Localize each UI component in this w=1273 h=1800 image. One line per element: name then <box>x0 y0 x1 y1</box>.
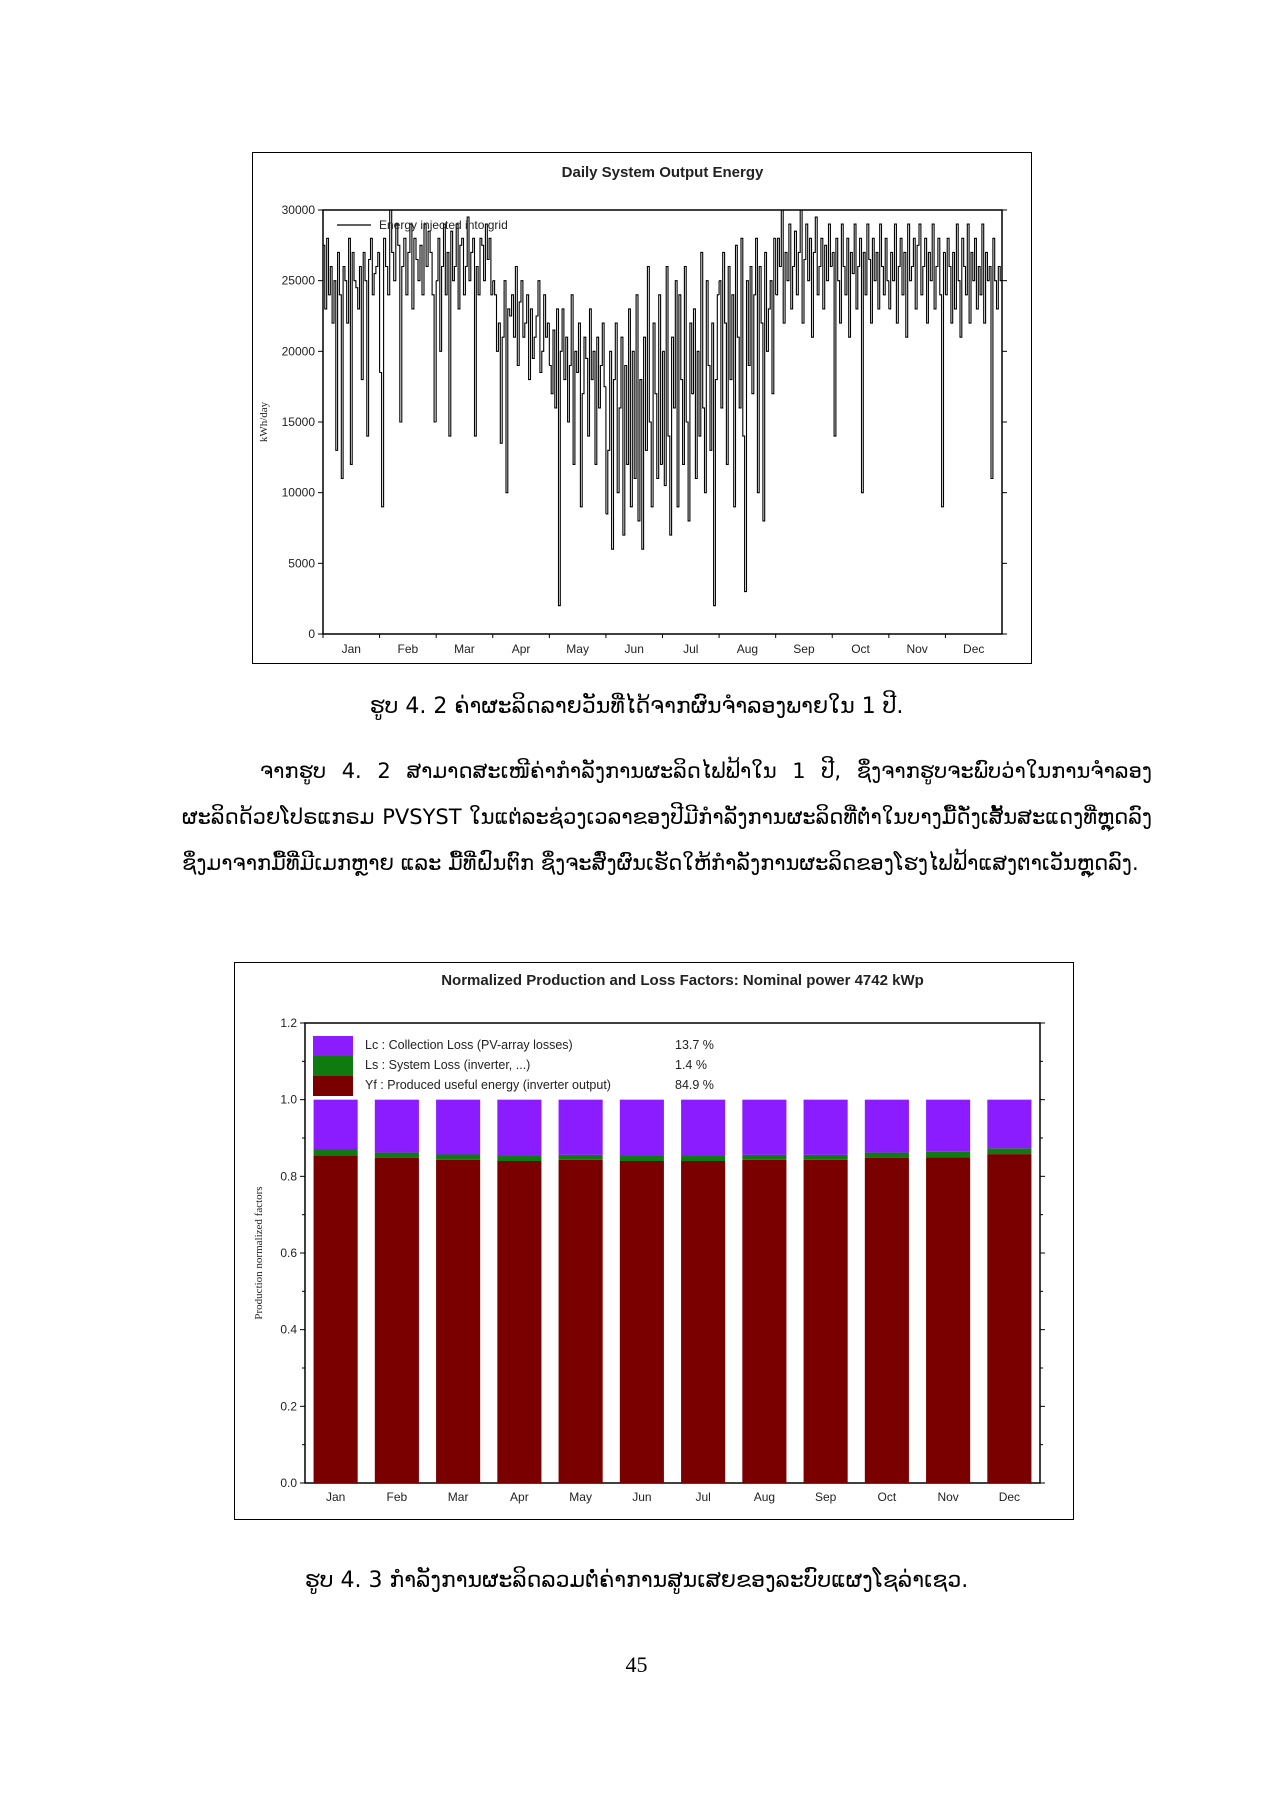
normalized-production-chart-svg <box>235 963 1072 1518</box>
bar-jan-ls <box>314 1150 358 1156</box>
series-line-jul <box>663 252 720 605</box>
chart-title: Daily System Output Energy <box>561 164 764 181</box>
series-line-feb <box>380 210 437 507</box>
bar-may-ls <box>559 1155 603 1160</box>
bar-apr-ls <box>497 1156 541 1161</box>
bar-aug-yf <box>742 1160 786 1483</box>
y-tick-label: 0.4 <box>280 1322 297 1337</box>
bar-mar-lc <box>436 1100 480 1155</box>
daily-output-chart-svg <box>253 153 1030 662</box>
bar-oct-yf <box>865 1158 909 1483</box>
x-tick-label: Aug <box>736 642 759 656</box>
bar-nov-ls <box>926 1152 970 1157</box>
x-tick-label: Jul <box>683 642 699 656</box>
y-tick-label: 5000 <box>288 556 315 571</box>
y-axis-label: Production normalized factors <box>253 1186 265 1320</box>
paragraph-text: ຈາກຮູບ 4. 2 ສາມາດສະເໜີຄ່າກຳລັງການຜະລິດໄຟຟ້າໃນ 1 ປີ, ຊຶ່ງຈາກຮູບຈະພົບວ່າໃນການຈຳລອງຜະລິດດ້ວຍໂປຣແກຣມ PVSYST ໃນແຕ່ລະຊ່ວງເວລາຂອງປີມີກຳລັງການຜະລິດທີ່ຕ່ຳໃນບາງມື້ດັ່ງເສັ້ນສະແດງທີ່ຫຼຸດລົງ ຊຶ່ງມາຈາກມື້ທີ່ມີເມກຫຼາຍ ແລະ ມື້ທີ່ຝົນຕົກ ຊຶ່ງຈະສົ່ງຜົນເຮັດໃຫ້ກຳລັງການຜະລິດຂອງໂຮງໄຟຟ້າແສງຕາເວັນຫຼຸດລົງ. <box>182 759 1152 875</box>
bar-mar-yf <box>436 1160 480 1483</box>
bar-jun-lc <box>620 1100 664 1156</box>
y-tick-label: 20000 <box>281 344 315 359</box>
normalized-production-chart <box>234 962 1074 1520</box>
x-tick-label: Sep <box>793 642 815 656</box>
x-tick-label: May <box>566 642 589 656</box>
x-tick-label: Apr <box>510 1490 529 1504</box>
bar-jul-lc <box>681 1100 725 1156</box>
bar-jun-yf <box>620 1161 664 1483</box>
legend-value: 84.9 % <box>675 1078 714 1092</box>
bar-dec-yf <box>987 1154 1031 1483</box>
y-tick-label: 0.0 <box>280 1476 297 1490</box>
x-tick-label: Sep <box>814 1490 837 1504</box>
bar-jan-yf <box>314 1155 358 1483</box>
y-tick-label: 0.6 <box>280 1246 297 1260</box>
bar-sep-lc <box>804 1100 848 1155</box>
legend-value: 13.7 % <box>675 1038 714 1052</box>
x-tick-label: Jan <box>341 642 361 656</box>
x-tick-label: Nov <box>937 1490 959 1504</box>
bar-dec-ls <box>987 1148 1031 1154</box>
y-axis-label: kWh/day <box>258 401 270 443</box>
series-line-jun <box>606 267 663 550</box>
bar-apr-lc <box>497 1100 541 1156</box>
x-tick-label: May <box>569 1490 592 1504</box>
x-tick-label: Nov <box>906 642 928 656</box>
bar-oct-ls <box>865 1153 909 1158</box>
series-line-mar <box>436 217 493 436</box>
series-line-dec <box>945 224 1002 478</box>
legend-swatch-yf <box>313 1076 353 1096</box>
x-tick-label: Jun <box>632 1490 652 1504</box>
bar-jun-ls <box>620 1156 664 1161</box>
page-number: 45 <box>625 1652 648 1677</box>
series-line-may <box>549 295 606 606</box>
legend-value: 1.4 % <box>675 1058 707 1072</box>
bar-jul-ls <box>681 1156 725 1161</box>
bar-jan-lc <box>314 1100 358 1150</box>
legend-swatch-ls <box>313 1056 353 1076</box>
y-tick-label: 0.2 <box>280 1399 297 1414</box>
bar-dec-lc <box>987 1100 1031 1149</box>
legend-swatch-lc <box>313 1036 353 1056</box>
bar-mar-ls <box>436 1154 480 1159</box>
y-tick-label: 15000 <box>281 415 315 429</box>
figure-4-3-caption: ຮູບ 4. 3 ກຳລັງການຜະລິດລວມຕໍ່ຄ່າການສູນເສຍຂອງລະບົບແຜງໂຊລ່າເຊວ. <box>304 1568 969 1593</box>
x-tick-label: Oct <box>877 1490 897 1504</box>
series-line-nov <box>889 224 946 507</box>
series-line-aug <box>719 238 776 591</box>
bar-jul-yf <box>681 1161 725 1483</box>
bar-apr-yf <box>497 1161 541 1483</box>
y-tick-label: 1.0 <box>280 1092 297 1107</box>
bar-feb-yf <box>375 1158 419 1483</box>
bar-feb-lc <box>375 1100 419 1153</box>
series-line-sep <box>776 210 833 337</box>
bar-nov-yf <box>926 1157 970 1483</box>
series-line-jan <box>323 238 380 478</box>
legend-label: Energy injected into grid <box>379 218 508 232</box>
y-tick-label: 25000 <box>281 273 315 288</box>
legend-label: Ls : System Loss (inverter, ...) <box>365 1058 531 1072</box>
figure-4-2-caption: ຮູບ 4. 2 ຄ່າຜະລິດລາຍວັນທີ່ໄດ້ຈາກຜົນຈຳລອງພາຍໃນ 1 ປີ. <box>369 694 904 719</box>
bar-nov-lc <box>926 1100 970 1152</box>
bar-sep-yf <box>804 1160 848 1483</box>
x-tick-label: Feb <box>386 1490 408 1504</box>
y-tick-label: 10000 <box>281 485 315 500</box>
x-tick-label: Mar <box>454 642 475 656</box>
bar-oct-lc <box>865 1100 909 1153</box>
legend-label: Yf : Produced useful energy (inverter output) <box>365 1078 611 1092</box>
x-tick-label: Aug <box>753 1490 776 1504</box>
x-tick-label: Apr <box>511 642 531 656</box>
series-line-oct <box>832 224 889 493</box>
bar-aug-lc <box>742 1100 786 1155</box>
x-tick-label: Mar <box>447 1490 469 1504</box>
bar-may-yf <box>559 1160 603 1483</box>
bar-sep-ls <box>804 1155 848 1160</box>
series-line-apr <box>493 267 550 493</box>
y-tick-label: 0 <box>308 627 315 641</box>
legend-label: Lc : Collection Loss (PV-array losses) <box>365 1038 573 1052</box>
x-tick-label: Dec <box>963 642 985 656</box>
x-tick-label: Oct <box>851 642 870 656</box>
body-paragraph <box>182 748 1152 886</box>
y-tick-label: 0.8 <box>280 1169 297 1184</box>
y-tick-label: 1.2 <box>280 1016 297 1030</box>
y-tick-label: 30000 <box>281 203 315 217</box>
daily-output-chart <box>252 152 1032 664</box>
x-tick-label: Feb <box>397 642 419 656</box>
x-tick-label: Jul <box>695 1490 711 1504</box>
bar-feb-ls <box>375 1153 419 1158</box>
x-tick-label: Jan <box>325 1490 346 1504</box>
chart-title: Normalized Production and Loss Factors: Nominal power 4742 kWp <box>441 972 924 989</box>
x-tick-label: Jun <box>624 642 644 656</box>
bar-may-lc <box>559 1100 603 1155</box>
x-tick-label: Dec <box>998 1490 1021 1504</box>
bar-aug-ls <box>742 1155 786 1160</box>
